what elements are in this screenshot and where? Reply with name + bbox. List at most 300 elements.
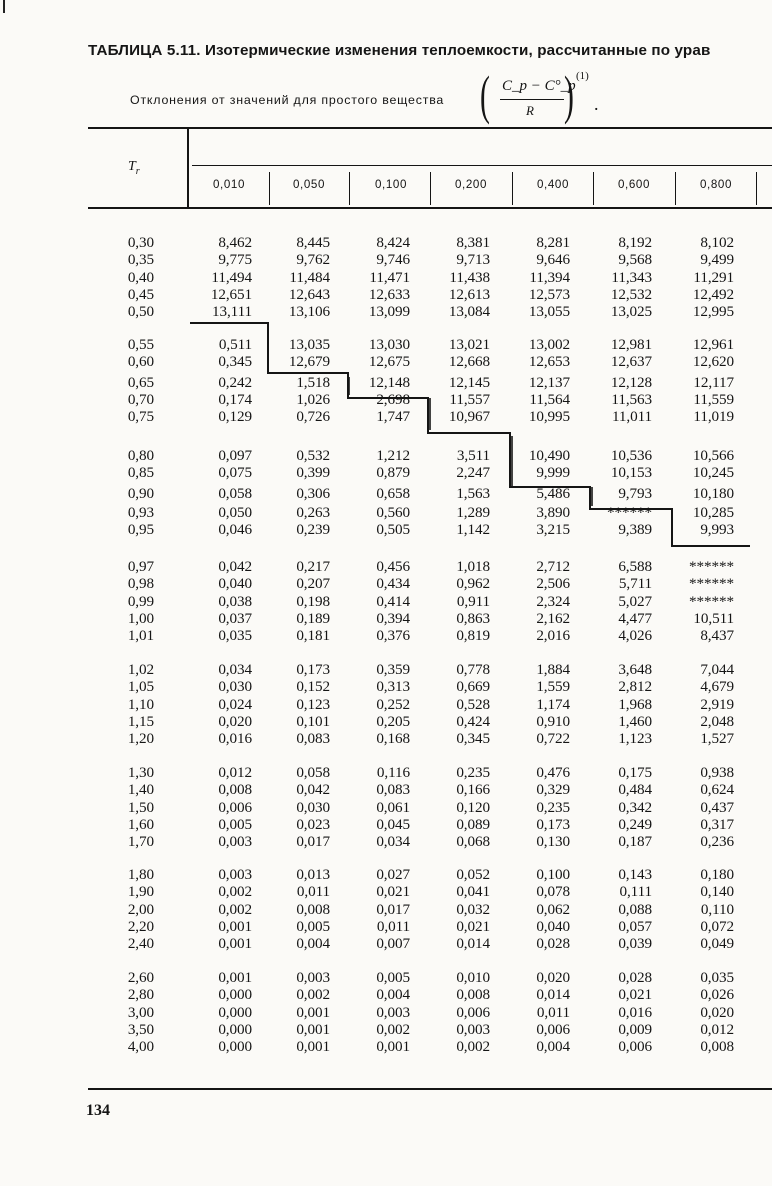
tr-value: 0,35 [127, 251, 154, 269]
table-cell: 8,381 [456, 234, 490, 251]
table-cell: 0,000 [218, 1020, 252, 1038]
table-cell: 0,217 [296, 558, 330, 575]
table-cell: 2,048 [700, 712, 734, 730]
table-cell: 10,511 [693, 609, 734, 627]
table-cell: 0,110 [700, 900, 734, 918]
table-cell: 0,123 [296, 695, 330, 713]
table-cell: 0,345 [456, 730, 490, 748]
table-cell: 0,394 [376, 609, 410, 627]
table-cell: 0,910 [536, 712, 570, 730]
table-cell: 13,099 [368, 303, 410, 321]
table-cell: 0,012 [218, 764, 252, 781]
table-cell: 0,342 [618, 798, 652, 816]
table-cell: 2,324 [536, 592, 570, 610]
table-cell: 0,004 [536, 1038, 570, 1056]
table-cell: 0,235 [456, 764, 490, 781]
table-cell: 0,068 [456, 833, 490, 851]
table-cell: 13,106 [288, 303, 330, 321]
table-cell: ****** [689, 558, 734, 575]
table-cell: 11,564 [529, 390, 570, 408]
column-header: 0,800 [699, 178, 732, 191]
tr-value: 0,99 [127, 592, 154, 610]
table-cell: 0,006 [218, 798, 252, 816]
table-cell: 13,021 [448, 336, 490, 353]
table-cell: 12,573 [528, 285, 570, 303]
table-cell: 9,746 [376, 251, 410, 269]
table-cell: 0,399 [296, 464, 330, 482]
table-subtitle: Отклонения от значений для простого вещества [130, 93, 445, 107]
table-cell: 0,001 [296, 1003, 330, 1021]
table-cell: 11,557 [449, 390, 490, 408]
table-cell: 9,793 [618, 484, 652, 502]
table-cell: 0,028 [618, 969, 652, 986]
table-cell: 11,559 [693, 390, 734, 408]
table-cell: 0,306 [296, 484, 330, 502]
table-cell: 0,000 [218, 1038, 252, 1056]
table-cell: 0,004 [296, 935, 330, 953]
table-cell: 0,001 [218, 935, 252, 953]
table-cell: 0,021 [618, 986, 652, 1004]
table-cell: 4,679 [700, 678, 734, 696]
table-cell: 0,049 [700, 935, 734, 953]
table-cell: 0,034 [376, 833, 410, 851]
table-cell: 0,003 [296, 969, 330, 986]
table-cell: 0,050 [218, 503, 252, 521]
table-cell: 0,016 [618, 1003, 652, 1021]
page-number: 134 [86, 1102, 110, 1119]
table-cell: 12,679 [288, 353, 330, 371]
table-cell: 1,026 [296, 390, 330, 408]
tr-value: 3,50 [127, 1020, 154, 1038]
table-cell: 0,083 [376, 781, 410, 799]
table-cell: 0,528 [456, 695, 490, 713]
tr-value: 0,95 [127, 521, 154, 539]
table-cell: 0,026 [700, 986, 734, 1004]
tr-value: 1,15 [127, 712, 154, 730]
column-header: 0,600 [617, 178, 650, 191]
table-cell: 10,536 [610, 447, 652, 464]
table-cell: 13,030 [368, 336, 410, 353]
table-cell: 0,174 [218, 390, 252, 408]
table-cell: 11,019 [693, 408, 734, 426]
table-cell: 0,456 [376, 558, 410, 575]
table-cell: 0,072 [700, 917, 734, 935]
table-cell: 0,252 [376, 695, 410, 713]
tr-value: 1,60 [127, 815, 154, 833]
table-cell: 9,713 [456, 251, 490, 269]
table-cell: 0,003 [218, 833, 252, 851]
table-cell: 2,247 [456, 464, 490, 482]
table-cell: 0,002 [376, 1020, 410, 1038]
table-cell: 0,001 [296, 1038, 330, 1056]
table-cell: 0,032 [456, 900, 490, 918]
table-cell: 12,995 [692, 303, 734, 321]
table-cell: 0,317 [700, 815, 734, 833]
table-cell: 11,343 [611, 268, 652, 286]
table-cell: 12,148 [368, 373, 410, 391]
table-cell: 0,020 [218, 712, 252, 730]
table-cell: 0,726 [296, 408, 330, 426]
table-cell: 11,291 [693, 268, 734, 286]
table-cell: 0,242 [218, 373, 252, 391]
tr-value: 0,85 [127, 464, 154, 482]
table-cell: 12,651 [210, 285, 252, 303]
table-cell: 0,014 [456, 935, 490, 953]
table-cell: 2,162 [536, 609, 570, 627]
table-cell: 0,042 [296, 781, 330, 799]
table-cell: 2,016 [536, 627, 570, 645]
table-cell: 0,030 [296, 798, 330, 816]
table-cell: 11,011 [611, 408, 652, 426]
table-cell: 12,675 [368, 353, 410, 371]
table-cell: 3,511 [456, 447, 490, 464]
table-cell: 0,008 [296, 900, 330, 918]
table-cell: 0,911 [456, 592, 490, 610]
table-cell: 0,088 [618, 900, 652, 918]
table-cell: 0,013 [296, 866, 330, 883]
table-cell: 12,128 [610, 373, 652, 391]
table-cell: 0,005 [218, 815, 252, 833]
tr-value: 1,80 [127, 866, 154, 883]
table-cell: 4,477 [618, 609, 652, 627]
table-cell: 0,002 [296, 986, 330, 1004]
table-cell: 12,633 [368, 285, 410, 303]
table-cell: 0,249 [618, 815, 652, 833]
table-cell: ****** [607, 503, 652, 521]
table-cell: 8,281 [536, 234, 570, 251]
table-cell: 0,024 [218, 695, 252, 713]
table-cell: 1,212 [376, 447, 410, 464]
table-cell: 0,198 [296, 592, 330, 610]
tr-value: 2,00 [127, 900, 154, 918]
table-cell: 9,762 [296, 251, 330, 269]
table-cell: 0,078 [536, 883, 570, 901]
table-cell: 1,559 [536, 678, 570, 696]
table-cell: 11,394 [529, 268, 570, 286]
table-cell: 0,045 [376, 815, 410, 833]
table-title: ТАБЛИЦА 5.11. Изотермические изменения теплоемкости, рассчитанные по урав [88, 42, 711, 59]
table-cell: 9,646 [536, 251, 570, 269]
tr-value: 0,90 [127, 484, 154, 502]
column-header: 0,100 [374, 178, 407, 191]
table-cell: 0,658 [376, 484, 410, 502]
table-cell: 2,506 [536, 575, 570, 593]
table-cell: 0,052 [456, 866, 490, 883]
column-header: 0,010 [212, 178, 245, 191]
table-cell: 0,001 [296, 1020, 330, 1038]
tr-value: 2,20 [127, 917, 154, 935]
tr-value: 0,75 [127, 408, 154, 426]
column-header: 0,400 [536, 178, 569, 191]
table-cell: 0,089 [456, 815, 490, 833]
table-cell: 9,389 [618, 521, 652, 539]
table-cell: 8,102 [700, 234, 734, 251]
table-cell: 11,471 [369, 268, 410, 286]
table-cell: 0,020 [536, 969, 570, 986]
formula-right-paren: ) [564, 65, 574, 125]
table-cell: 0,235 [536, 798, 570, 816]
table-cell: 0,002 [218, 900, 252, 918]
table-cell: 9,775 [218, 251, 252, 269]
table-cell: 12,637 [610, 353, 652, 371]
table-cell: 10,566 [692, 447, 734, 464]
table-cell: 2,919 [700, 695, 734, 713]
table-cell: 0,143 [618, 866, 652, 883]
table-cell: 0,017 [376, 900, 410, 918]
table-cell: 12,532 [610, 285, 652, 303]
column-header: 0,050 [292, 178, 325, 191]
table-cell: 1,563 [456, 484, 490, 502]
table-cell: 1,747 [376, 408, 410, 426]
table-cell: 0,003 [218, 866, 252, 883]
table-cell: 0,001 [218, 917, 252, 935]
table-cell: 1,527 [700, 730, 734, 748]
table-cell: 0,173 [296, 661, 330, 678]
table-cell: 0,097 [218, 447, 252, 464]
tr-value: 0,70 [127, 390, 154, 408]
table-cell: 0,313 [376, 678, 410, 696]
table-cell: 0,027 [376, 866, 410, 883]
table-cell: 13,002 [528, 336, 570, 353]
table-cell: 0,057 [618, 917, 652, 935]
footer-rule [88, 1088, 772, 1090]
table-cell: 0,083 [296, 730, 330, 748]
table-cell: 0,038 [218, 592, 252, 610]
table-cell: 0,001 [376, 1038, 410, 1056]
table-cell: 0,061 [376, 798, 410, 816]
table-cell: 1,018 [456, 558, 490, 575]
table-cell: 0,012 [700, 1020, 734, 1038]
table-cell: 0,021 [456, 917, 490, 935]
table-cell: 0,003 [456, 1020, 490, 1038]
table-cell: 0,239 [296, 521, 330, 539]
tr-value: 0,55 [127, 336, 154, 353]
table-cell: 10,285 [692, 503, 734, 521]
table-cell: 0,021 [376, 883, 410, 901]
table-cell: 0,000 [218, 1003, 252, 1021]
table-cell: 0,030 [218, 678, 252, 696]
table-cell: 0,046 [218, 521, 252, 539]
tr-value: 0,30 [127, 234, 154, 251]
table-cell: 0,560 [376, 503, 410, 521]
table-cell: 11,438 [449, 268, 490, 286]
table-cell: 12,137 [528, 373, 570, 391]
table-cell: 8,424 [376, 234, 410, 251]
table-cell: 0,040 [536, 917, 570, 935]
table-cell: 9,568 [618, 251, 652, 269]
table-cell: 12,492 [692, 285, 734, 303]
table-cell: 13,111 [211, 303, 252, 321]
table-cell: 10,967 [448, 408, 490, 426]
formula-period: . [594, 94, 599, 114]
table-cell: 3,890 [536, 503, 570, 521]
table-cell: 11,494 [211, 268, 252, 286]
tr-value: 0,50 [127, 303, 154, 321]
table-cell: 0,075 [218, 464, 252, 482]
table-cell: 0,017 [296, 833, 330, 851]
table-cell: 8,462 [218, 234, 252, 251]
table-cell: 0,003 [376, 1003, 410, 1021]
tr-value: 1,90 [127, 883, 154, 901]
table-cell: 8,192 [618, 234, 652, 251]
table-cell: 0,476 [536, 764, 570, 781]
table-cell: 0,002 [456, 1038, 490, 1056]
tr-value: 1,00 [127, 609, 154, 627]
table-cell: 11,484 [289, 268, 330, 286]
table-cell: 0,532 [296, 447, 330, 464]
table-cell: 0,028 [536, 935, 570, 953]
stair-path [190, 323, 750, 546]
table-cell: 8,445 [296, 234, 330, 251]
table-cell: 7,044 [700, 661, 734, 678]
table-cell: 0,207 [296, 575, 330, 593]
table-cell: 0,669 [456, 678, 490, 696]
table-cell: 0,189 [296, 609, 330, 627]
table-cell: 13,084 [448, 303, 490, 321]
table-cell: 0,011 [536, 1003, 570, 1021]
table-cell: 0,008 [218, 781, 252, 799]
table-cell: 12,117 [693, 373, 734, 391]
table-cell: 0,414 [376, 592, 410, 610]
table-cell: 0,424 [456, 712, 490, 730]
table-cell: 0,040 [218, 575, 252, 593]
table-cell: 0,129 [218, 408, 252, 426]
row-header-tr: $T_r$ [128, 159, 140, 177]
tr-value: 3,00 [127, 1003, 154, 1021]
table-cell: 0,938 [700, 764, 734, 781]
tr-value: 2,80 [127, 986, 154, 1004]
table-cell: 0,329 [536, 781, 570, 799]
table-cell: 0,058 [296, 764, 330, 781]
table-cell: 0,434 [376, 575, 410, 593]
table-cell: 0,007 [376, 935, 410, 953]
table-cell: 12,653 [528, 353, 570, 371]
tr-value: 0,97 [127, 558, 154, 575]
table-cell: 2,698 [376, 390, 410, 408]
table-cell: 1,968 [618, 695, 652, 713]
table-cell: 0,100 [536, 866, 570, 883]
table-cell: 0,175 [618, 764, 652, 781]
table-cell: 2,712 [536, 558, 570, 575]
table-cell: ****** [689, 575, 734, 593]
tr-value: 1,10 [127, 695, 154, 713]
table-cell: 4,026 [618, 627, 652, 645]
table-cell: 12,620 [692, 353, 734, 371]
tr-value: 0,80 [127, 447, 154, 464]
table-cell: 0,000 [218, 986, 252, 1004]
table-cell: 0,962 [456, 575, 490, 593]
table-cell: 0,778 [456, 661, 490, 678]
tr-value: 1,30 [127, 764, 154, 781]
table-cell: 1,518 [296, 373, 330, 391]
table-cell: 0,722 [536, 730, 570, 748]
tr-value: 1,20 [127, 730, 154, 748]
tr-value: 0,40 [127, 268, 154, 286]
table-cell: 0,005 [376, 969, 410, 986]
table-cell: 0,505 [376, 521, 410, 539]
table-cell: 0,173 [536, 815, 570, 833]
table-cell: 0,023 [296, 815, 330, 833]
table-cell: 10,490 [528, 447, 570, 464]
table-cell: 10,995 [528, 408, 570, 426]
table-cell: 0,034 [218, 661, 252, 678]
tr-value: 1,50 [127, 798, 154, 816]
table-cell: 0,180 [700, 866, 734, 883]
table-cell: 5,486 [536, 484, 570, 502]
table-cell: 0,014 [536, 986, 570, 1004]
table-cell: 0,879 [376, 464, 410, 482]
tr-value: 1,70 [127, 833, 154, 851]
table-cell: 12,668 [448, 353, 490, 371]
table-cell: 0,116 [376, 764, 410, 781]
table-cell: 0,008 [700, 1038, 734, 1056]
tr-value: 1,40 [127, 781, 154, 799]
table-cell: 0,152 [296, 678, 330, 696]
tr-value: 2,40 [127, 935, 154, 953]
table-cell: 0,511 [218, 336, 252, 353]
table-cell: 0,236 [700, 833, 734, 851]
table-cell: 6,588 [618, 558, 652, 575]
tr-value: 0,45 [127, 285, 154, 303]
formula-numerator: C_p − C°_p [502, 78, 576, 94]
tr-value: 0,65 [127, 373, 154, 391]
table-cell: 2,812 [618, 678, 652, 696]
table-cell: 0,035 [218, 627, 252, 645]
table-cell: 10,180 [692, 484, 734, 502]
table-cell: 0,166 [456, 781, 490, 799]
tr-value: 0,98 [127, 575, 154, 593]
table-cell: 0,002 [218, 883, 252, 901]
table-cell: 0,035 [700, 969, 734, 986]
table-cell: 0,009 [618, 1020, 652, 1038]
formula-denominator: R [526, 103, 534, 118]
table-cell: 0,016 [218, 730, 252, 748]
tr-value: 2,60 [127, 969, 154, 986]
table-cell: 12,981 [610, 336, 652, 353]
table-cell: 9,999 [536, 464, 570, 482]
table-cell: 12,613 [448, 285, 490, 303]
table-cell: 10,153 [610, 464, 652, 482]
tr-value: 1,01 [127, 627, 154, 645]
table-cell: 0,062 [536, 900, 570, 918]
table-cell: 0,376 [376, 627, 410, 645]
table-cell: 0,004 [376, 986, 410, 1004]
table-cell: 11,563 [611, 390, 652, 408]
table-cell: 13,055 [528, 303, 570, 321]
table-cell: 0,101 [296, 712, 330, 730]
tr-value: 0,93 [127, 503, 154, 521]
table-cell: 1,884 [536, 661, 570, 678]
table-cell: 0,130 [536, 833, 570, 851]
table-cell: 1,174 [536, 695, 570, 713]
formula-superscript: (1) [576, 70, 589, 82]
table-cell: 1,123 [618, 730, 652, 748]
table-cell: 0,008 [456, 986, 490, 1004]
table-cell: 0,263 [296, 503, 330, 521]
table-cell: 8,437 [700, 627, 734, 645]
table-cell: ****** [689, 592, 734, 610]
tr-value: 1,02 [127, 661, 154, 678]
table-cell: 9,499 [700, 251, 734, 269]
formula-left-paren: ( [480, 65, 490, 125]
table-cell: 0,039 [618, 935, 652, 953]
table-cell: 0,863 [456, 609, 490, 627]
table-cell: 0,010 [456, 969, 490, 986]
table-cell: 0,006 [536, 1020, 570, 1038]
table-cell: 0,819 [456, 627, 490, 645]
table-cell: 1,142 [456, 521, 490, 539]
tr-value: 1,05 [127, 678, 154, 696]
